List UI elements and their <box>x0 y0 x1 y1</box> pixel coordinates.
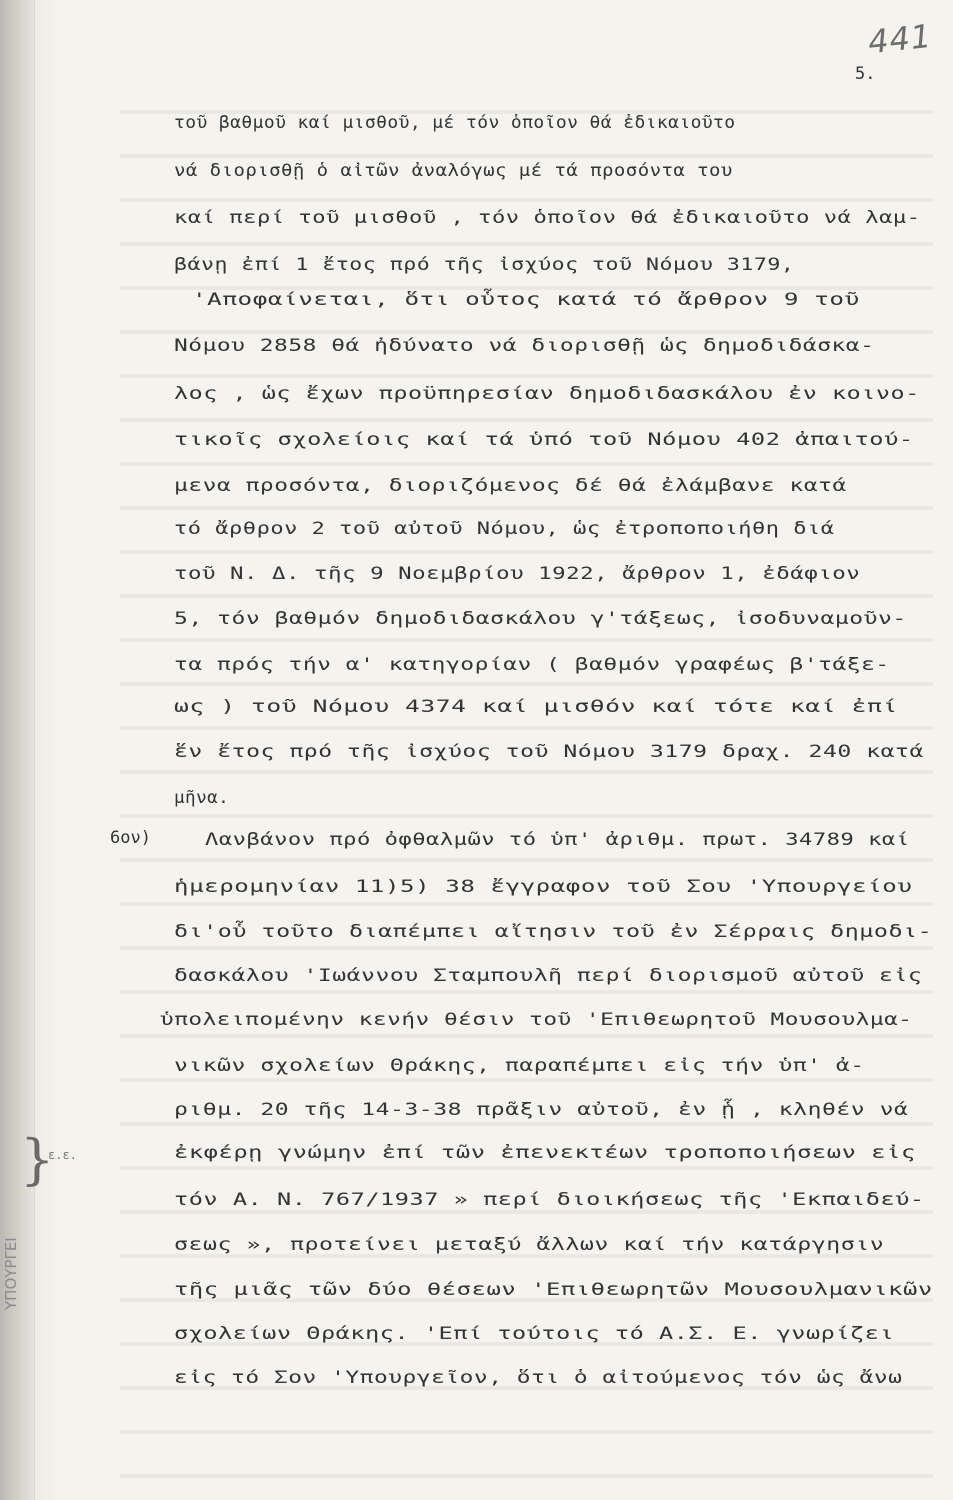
brace-mark: } <box>20 1128 55 1191</box>
edge-stamp: ΥΠΟΥΡΓΕΙ <box>2 1237 20 1310</box>
text-line: εἰς τό Σον 'Υπουργεῖον, ὅτι ὁ αἰτούμενος τόν ὡς ἄνω <box>174 1368 903 1388</box>
text-line: λος , ὡς ἔχων προϋπηρεσίαν δημοδιδασκάλου ἐν κοινο- <box>174 384 920 404</box>
text-line: τῆς μιᾶς τῶν δύο θέσεων 'Επιθεωρητῶν Μουσουλμανικῶν <box>174 1280 933 1300</box>
text-line: βάνῃ ἐπί 1 ἔτος πρό τῆς ἰσχύος τοῦ Νόμου 3179, <box>174 255 795 275</box>
text-line: 'Αποφαίνεται, ὅτι οὗτος κατά τό ἄρθρον 9 τοῦ <box>192 290 860 310</box>
paragraph-label: 6ον) <box>110 828 151 848</box>
text-line: τικοῖς σχολείοις καί τά ὑπό τοῦ Νόμου 402 ἀπαιτού- <box>174 430 914 450</box>
text-line: καί περί τοῦ μισθοῦ , τόν ὁποῖον θά ἐδικαιοῦτο νά λαμ- <box>174 208 921 228</box>
text-line: Νόμου 2858 θά ἠδύνατο νά διορισθῇ ὡς δημοδιδάσκα- <box>174 336 875 356</box>
margin-annotation <box>18 1128 78 1191</box>
text-line: τοῦ Ν. Δ. τῆς 9 Νοεμβρίου 1922, ἄρθρον 1, ἐδάφιον <box>174 564 861 584</box>
text-line: δασκάλου 'Ιωάννου Σταμπουλῆ περί διορισμοῦ αὐτοῦ εἰς <box>174 966 923 986</box>
text-line: μῆνα. <box>174 788 230 808</box>
page-number: 5. <box>855 64 876 84</box>
text-line: νικῶν σχολείων Θράκης, παραπέμπει εἰς τήν ὑπ' ἀ- <box>174 1056 865 1076</box>
text-line: μενα προσόντα, διοριζόμενος δέ θά ἐλάμβανε κατά <box>174 476 847 496</box>
text-line: τό ἄρθρον 2 τοῦ αὐτοῦ Νόμου, ὡς ἐτροποποιήθη διά <box>174 519 835 539</box>
text-line: ριθμ. 20 τῆς 14-3-38 πρᾶξιν αὐτοῦ, ἐν ᾗ , κληθέν νά <box>174 1100 909 1120</box>
text-line: τοῦ βαθμοῦ καί μισθοῦ, μέ τόν ὁποῖον θά ἐδικαιοῦτο <box>174 113 736 133</box>
text-line: νά διορισθῇ ὁ αἰτῶν ἀναλόγως μέ τά προσόντα του <box>174 161 733 181</box>
text-line: Λανβάνον πρό ὀφθαλμῶν τό ὑπ' ἀριθμ. πρωτ. 34789 καί <box>205 830 910 850</box>
text-line: ἐκφέρῃ γνώμην ἐπί τῶν ἐπενεκτέων τροποποιήσεων εἰς <box>174 1143 916 1163</box>
archive-number: 441 <box>866 16 934 62</box>
text-line: ως ) τοῦ Νόμου 4374 καί μισθόν καί τότε καί ἐπί <box>174 697 898 717</box>
text-line: σχολείων Θράκης. 'Επί τούτοις τό Α.Σ. Ε. γνωρίζει <box>174 1324 895 1344</box>
margin-note-text: ε.ε. <box>48 1148 77 1162</box>
text-line: ἕν ἔτος πρό τῆς ἰσχύος τοῦ Νόμου 3179 δραχ. 240 κατά <box>174 742 924 762</box>
text-line: 5, τόν βαθμόν δημοδιδασκάλου γ'τάξεως, ἰσοδυναμοῦν- <box>174 609 907 629</box>
text-line: τόν Α. Ν. 767/1937 » περί διοικήσεως τῆς 'Εκπαιδεύ- <box>174 1190 925 1210</box>
text-line: ὑπολειπομένην κενήν θέσιν τοῦ 'Επιθεωρητοῦ Μουσουλμα- <box>160 1010 913 1030</box>
text-line: δι'οὗ τοῦτο διαπέμπει αἴτησιν τοῦ ἐν Σέρραις δημοδι- <box>174 922 933 942</box>
text-line: τα πρός τήν α' κατηγορίαν ( βαθμόν γραφέως β'τάξε- <box>174 655 890 675</box>
text-line: σεως », προτείνει μεταξύ ἄλλων καί τήν κατάργησιν <box>174 1235 885 1255</box>
text-line: ἡμερομηνίαν 11)5) 38 ἔγγραφον τοῦ Σου 'Υπουργείου <box>174 877 913 897</box>
